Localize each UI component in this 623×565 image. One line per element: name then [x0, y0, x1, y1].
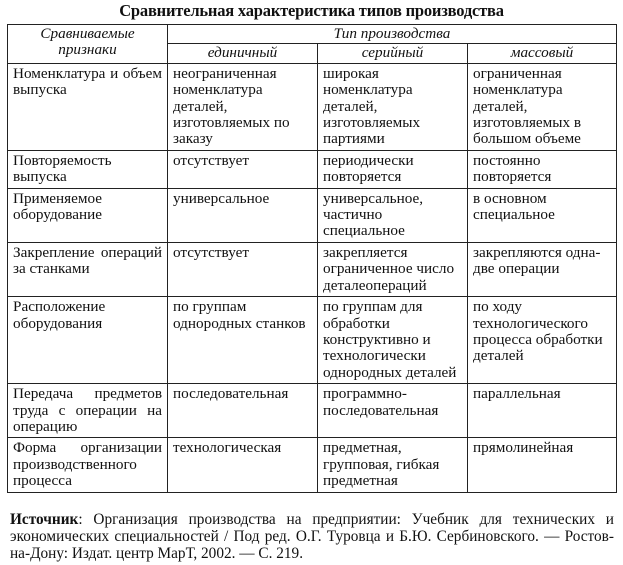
mass-cell: постоянно повторяется — [468, 150, 617, 188]
type-header-unit: единичный — [168, 44, 318, 63]
mass-cell: ограниченная номенклатура деталей, изготовляемых в большом объеме — [468, 63, 617, 150]
serial-cell: программно-последовательная — [318, 384, 468, 438]
serial-cell: универсальное, частично специальное — [318, 188, 468, 242]
mass-cell: закрепляются одна-две операции — [468, 242, 617, 296]
unit-cell: технологическая — [168, 438, 318, 492]
serial-cell: по группам для обработки конструктивно и технологически однородных деталей — [318, 297, 468, 384]
serial-cell: широкая номенклатура деталей, изготовляемых партиями — [318, 63, 468, 150]
comparison-table — [7, 24, 617, 493]
table-row — [8, 384, 617, 438]
source-label: Источник — [10, 511, 79, 528]
feature-cell: Повторяемость выпуска — [8, 150, 168, 188]
table-row — [8, 438, 617, 492]
type-header-mass: массовый — [468, 44, 617, 63]
header-row-1 — [8, 25, 617, 44]
unit-cell: отсутствует — [168, 242, 318, 296]
production-type-header: Тип производства — [168, 25, 617, 44]
serial-cell: периодически повторяется — [318, 150, 468, 188]
unit-cell: неограниченная номенклатура деталей, изготовляемых по заказу — [168, 63, 318, 150]
feature-cell: Передача предметов труда с операции на операцию — [8, 384, 168, 438]
source-text: : Организация производства на предприятии: Учебник для технических и экономических специальностей / Под ред. О.Г. Туровца и Б.Ю. Сербиновского. — Ростов-на-Дону: Издат. центр МарТ, 2002. — С. 219. — [10, 511, 614, 562]
table-row — [8, 188, 617, 242]
feature-cell: Форма организации производственного процесса — [8, 438, 168, 492]
feature-cell: Закрепление операций за станками — [8, 242, 168, 296]
source-note — [10, 511, 614, 562]
features-header: Сравниваемые признаки — [8, 25, 168, 64]
mass-cell: в основном специальное — [468, 188, 617, 242]
mass-cell: параллельная — [468, 384, 617, 438]
serial-cell: предметная, групповая, гибкая предметная — [318, 438, 468, 492]
table-row — [8, 297, 617, 384]
unit-cell: по группам однородных станков — [168, 297, 318, 384]
table-row — [8, 63, 617, 150]
unit-cell: отсутствует — [168, 150, 318, 188]
mass-cell: прямолинейная — [468, 438, 617, 492]
mass-cell: по ходу технологического процесса обработки деталей — [468, 297, 617, 384]
type-header-serial: серийный — [318, 44, 468, 63]
serial-cell: закрепляется ограниченное число деталеопераций — [318, 242, 468, 296]
feature-cell: Применяемое оборудование — [8, 188, 168, 242]
table-row — [8, 150, 617, 188]
feature-cell: Номенклатура и объем выпуска — [8, 63, 168, 150]
page-title: Сравнительная характеристика типов производства — [119, 1, 504, 20]
table-row — [8, 242, 617, 296]
unit-cell: последовательная — [168, 384, 318, 438]
unit-cell: универсальное — [168, 188, 318, 242]
feature-cell: Расположение оборудования — [8, 297, 168, 384]
